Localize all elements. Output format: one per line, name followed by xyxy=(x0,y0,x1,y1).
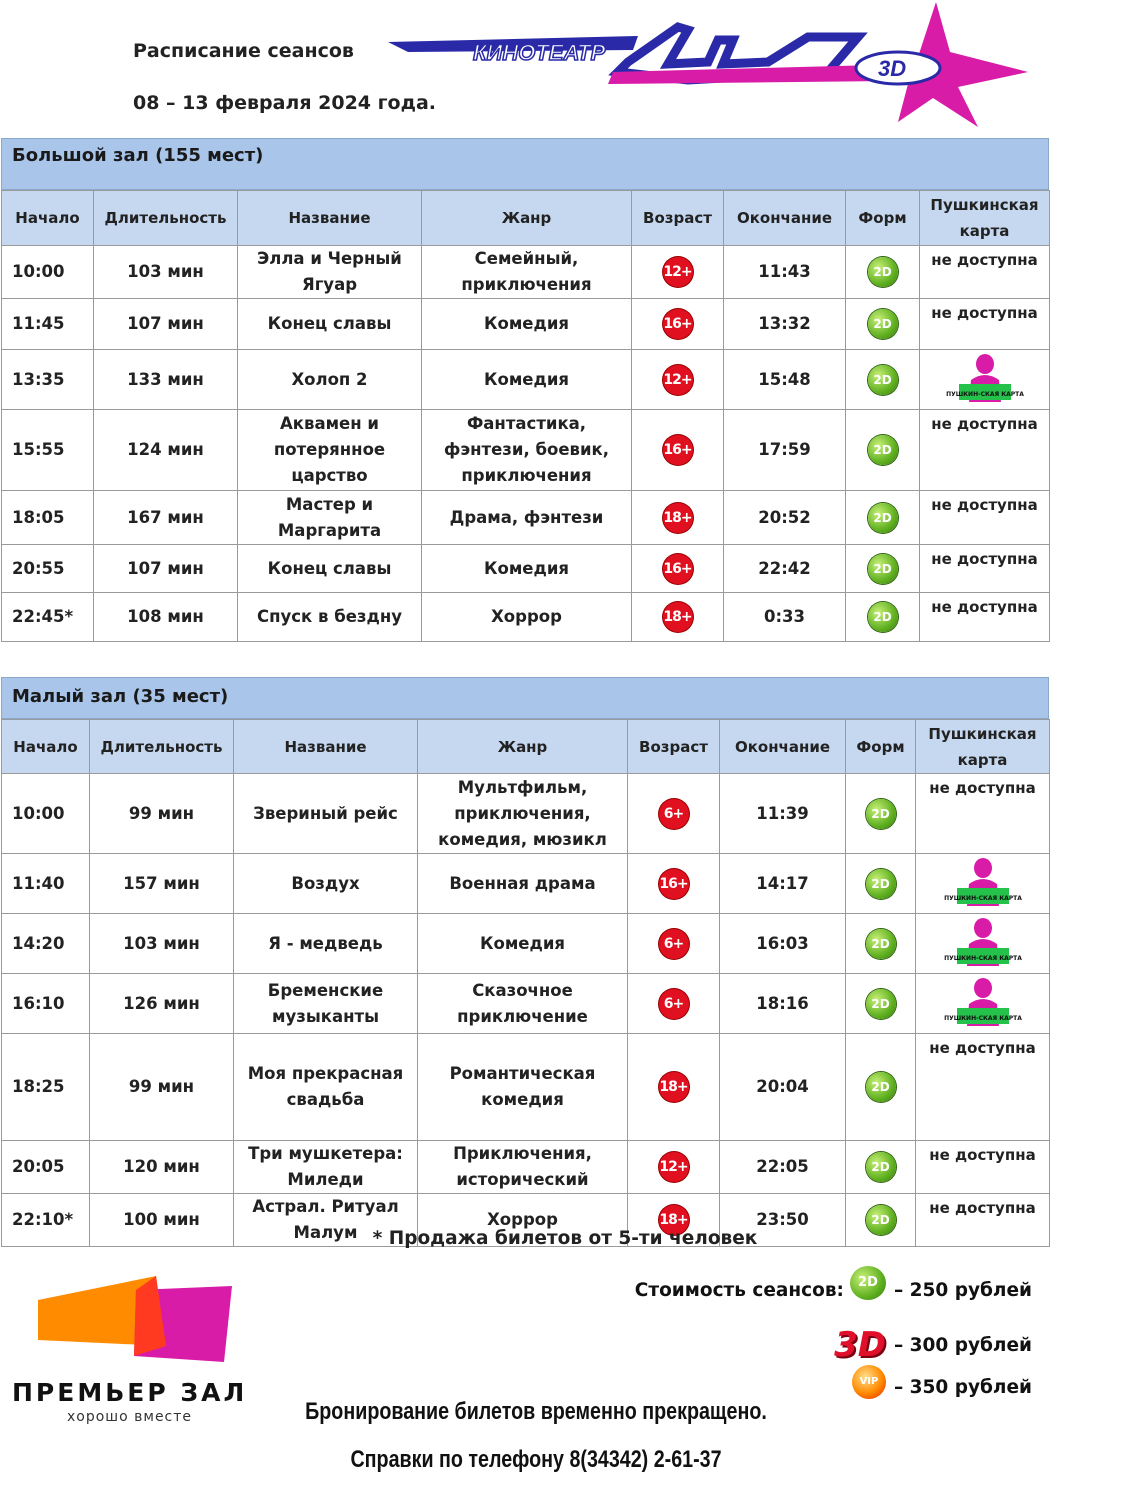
start-time: 18:25 xyxy=(2,1034,90,1141)
genre: Комедия xyxy=(422,350,632,410)
format-2d-icon: 2D xyxy=(866,1205,896,1235)
genre: Комедия xyxy=(422,299,632,350)
format-2d-icon: 2D xyxy=(868,365,898,395)
col-duration: Длительность xyxy=(94,191,238,246)
col-start: Начало xyxy=(2,720,90,774)
price-row-3d xyxy=(834,1325,1032,1365)
end-time: 22:42 xyxy=(724,545,846,593)
premier-zal-name: ПРЕМЬЕР ЗАЛ xyxy=(12,1378,248,1407)
pushkin-card-status: не доступна xyxy=(920,299,1050,350)
format-2d-icon: 2D xyxy=(868,257,898,287)
genre: Драма, фэнтези xyxy=(422,491,632,545)
pushkin-card-status: не доступна xyxy=(920,593,1050,642)
schedule-dates: 08 – 13 февраля 2024 года. xyxy=(133,92,436,114)
price-2d: – 250 рублей xyxy=(893,1280,1032,1301)
col-name: Название xyxy=(234,720,418,774)
end-time: 14:17 xyxy=(720,854,846,914)
movie-name: Спуск в бездну xyxy=(238,593,422,642)
table-row xyxy=(2,299,1050,350)
age-rating-badge: 18+ xyxy=(663,602,693,632)
pushkin-card-cell xyxy=(916,854,1050,914)
schedule-title: Расписание сеансов xyxy=(133,40,354,62)
movie-name: Я - медведь xyxy=(234,914,418,974)
price-3d: – 300 рублей xyxy=(893,1334,1032,1356)
duration: 107 мин xyxy=(94,299,238,350)
age-cell xyxy=(632,410,724,491)
age-rating-badge: 18+ xyxy=(659,1205,689,1235)
format-cell xyxy=(846,410,920,491)
movie-name: Три мушкетера: Миледи xyxy=(234,1141,418,1194)
pushkin-card-cell xyxy=(920,350,1050,410)
pushkin-card-status: не доступна xyxy=(916,1194,1050,1247)
age-rating-badge: 12+ xyxy=(663,365,693,395)
table-row xyxy=(2,854,1050,914)
format-cell xyxy=(846,593,920,642)
age-rating-badge: 16+ xyxy=(663,309,693,339)
genre: Хоррор xyxy=(418,1194,628,1247)
genre: Комедия xyxy=(418,914,628,974)
duration: 157 мин xyxy=(90,854,234,914)
price-row-vip xyxy=(852,1375,1032,1399)
logo-luch-text: Луч xyxy=(718,112,720,113)
format-2d-icon: 2D xyxy=(866,1072,896,1102)
genre: Семейный, приключения xyxy=(422,246,632,299)
age-cell xyxy=(628,914,720,974)
start-time: 20:05 xyxy=(2,1141,90,1194)
format-cell xyxy=(846,350,920,410)
format-2d-icon: 2D xyxy=(868,435,898,465)
table-row xyxy=(2,593,1050,642)
age-cell xyxy=(632,491,724,545)
pushkin-card-status: не доступна xyxy=(920,246,1050,299)
start-time: 22:45* xyxy=(2,593,94,642)
genre: Романтическая комедия xyxy=(418,1034,628,1141)
genre: Сказочное приключение xyxy=(418,974,628,1034)
kinoteatr-luch-logo xyxy=(388,2,1048,130)
format-cell xyxy=(846,914,916,974)
premier-zal-slogan: хорошо вместе xyxy=(67,1409,193,1425)
end-time: 11:39 xyxy=(720,774,846,854)
end-time: 0:33 xyxy=(724,593,846,642)
col-age: Возраст xyxy=(628,720,720,774)
duration: 103 мин xyxy=(94,246,238,299)
table-row xyxy=(2,491,1050,545)
start-time: 15:55 xyxy=(2,410,94,491)
age-rating-badge: 16+ xyxy=(659,869,689,899)
format-3d-icon: 3D xyxy=(834,1325,886,1365)
format-2d-icon: 2D xyxy=(866,929,896,959)
age-cell xyxy=(628,1141,720,1194)
movie-name: Конец славы xyxy=(238,299,422,350)
movie-name: Аквамен и потерянное царство xyxy=(238,410,422,491)
price-label: Стоимость сеансов: xyxy=(634,1280,844,1301)
age-rating-badge: 16+ xyxy=(663,435,693,465)
start-time: 11:45 xyxy=(2,299,94,350)
table-row xyxy=(2,974,1050,1034)
format-cell xyxy=(846,545,920,593)
pushkin-card-cell xyxy=(916,974,1050,1034)
end-time: 17:59 xyxy=(724,410,846,491)
pushkin-card-icon xyxy=(943,856,1022,906)
age-rating-badge: 6+ xyxy=(659,929,689,959)
pushkin-card-status: не доступна xyxy=(920,545,1050,593)
age-cell xyxy=(632,593,724,642)
premier-zal-logo xyxy=(38,1276,232,1362)
start-time: 10:00 xyxy=(2,246,94,299)
format-2d-icon: 2D xyxy=(850,1266,886,1300)
col-end: Окончание xyxy=(720,720,846,774)
age-cell xyxy=(632,246,724,299)
age-cell xyxy=(628,1034,720,1141)
hall-big-title: Большой зал (155 мест) xyxy=(1,138,1049,190)
pushkin-card-status: не доступна xyxy=(916,1034,1050,1141)
movie-name: Бременские музыканты xyxy=(234,974,418,1034)
age-rating-badge: 12+ xyxy=(659,1152,689,1182)
end-time: 23:50 xyxy=(720,1194,846,1247)
logo-3d-text: 3D xyxy=(878,56,907,81)
start-time: 13:35 xyxy=(2,350,94,410)
age-rating-badge: 18+ xyxy=(663,503,693,533)
start-time: 20:55 xyxy=(2,545,94,593)
col-genre: Жанр xyxy=(418,720,628,774)
format-2d-icon: 2D xyxy=(866,1152,896,1182)
genre: Военная драма xyxy=(418,854,628,914)
format-cell xyxy=(846,854,916,914)
hall-small-table xyxy=(1,719,1050,1247)
age-cell xyxy=(628,854,720,914)
pushkin-card-status: не доступна xyxy=(916,774,1050,854)
end-time: 20:52 xyxy=(724,491,846,545)
movie-name: Астрал. Ритуал Малум xyxy=(234,1194,418,1247)
pushkin-card-status: не доступна xyxy=(920,410,1050,491)
pushkin-card-logo-text: ПУШКИН-СКАЯ КАРТА xyxy=(943,955,1022,962)
start-time: 11:40 xyxy=(2,854,90,914)
age-cell xyxy=(632,350,724,410)
age-cell xyxy=(632,545,724,593)
pushkin-card-logo-text: ПУШКИН-СКАЯ КАРТА xyxy=(943,1015,1022,1022)
format-2d-icon: 2D xyxy=(866,989,896,1019)
hall-big-table xyxy=(1,190,1050,642)
hall-small xyxy=(1,677,1049,1247)
col-pushkin: Пушкинская карта xyxy=(916,720,1050,774)
format-2d-icon: 2D xyxy=(866,799,896,829)
hall-small-title: Малый зал (35 мест) xyxy=(1,677,1049,719)
col-name: Название xyxy=(238,191,422,246)
pushkin-card-logo-text: ПУШКИН-СКАЯ КАРТА xyxy=(945,391,1024,398)
format-2d-icon: 2D xyxy=(868,503,898,533)
movie-name: Мастер и Маргарита xyxy=(238,491,422,545)
duration: 167 мин xyxy=(94,491,238,545)
pushkin-card-cell xyxy=(916,914,1050,974)
start-time: 14:20 xyxy=(2,914,90,974)
end-time: 20:04 xyxy=(720,1034,846,1141)
col-age: Возраст xyxy=(632,191,724,246)
logo-kino-text: КИНОТЕАТР xyxy=(473,40,606,65)
genre: Комедия xyxy=(422,545,632,593)
format-2d-icon: 2D xyxy=(866,869,896,899)
pushkin-card-icon xyxy=(943,976,1022,1026)
duration: 103 мин xyxy=(90,914,234,974)
format-cell xyxy=(846,299,920,350)
start-time: 10:00 xyxy=(2,774,90,854)
movie-name: Моя прекрасная свадьба xyxy=(234,1034,418,1141)
end-time: 13:32 xyxy=(724,299,846,350)
table-row xyxy=(2,545,1050,593)
booking-notice: Бронирование билетов временно прекращено. xyxy=(305,1398,767,1425)
start-time: 22:10* xyxy=(2,1194,90,1247)
col-duration: Длительность xyxy=(90,720,234,774)
col-pushkin: Пушкинская карта xyxy=(920,191,1050,246)
duration: 108 мин xyxy=(94,593,238,642)
movie-name: Воздух xyxy=(234,854,418,914)
format-vip-icon: VIP xyxy=(852,1365,886,1399)
end-time: 11:43 xyxy=(724,246,846,299)
format-cell xyxy=(846,1141,916,1194)
table-row xyxy=(2,914,1050,974)
movie-name: Звериный рейс xyxy=(234,774,418,854)
duration: 133 мин xyxy=(94,350,238,410)
end-time: 22:05 xyxy=(720,1141,846,1194)
movie-name: Элла и Черный Ягуар xyxy=(238,246,422,299)
table-row xyxy=(2,774,1050,854)
format-cell xyxy=(846,246,920,299)
format-cell xyxy=(846,491,920,545)
age-rating-badge: 6+ xyxy=(659,799,689,829)
pushkin-card-icon xyxy=(945,352,1024,402)
genre: Приключения, исторический xyxy=(418,1141,628,1194)
group-sale-note: * Продажа билетов от 5-ти человек xyxy=(372,1228,758,1249)
table-row xyxy=(2,410,1050,491)
format-cell xyxy=(846,774,916,854)
col-genre: Жанр xyxy=(422,191,632,246)
end-time: 16:03 xyxy=(720,914,846,974)
age-rating-badge: 12+ xyxy=(663,257,693,287)
age-cell xyxy=(632,299,724,350)
genre: Мультфильм, приключения, комедия, мюзикл xyxy=(418,774,628,854)
col-start: Начало xyxy=(2,191,94,246)
duration: 126 мин xyxy=(90,974,234,1034)
price-row-2d xyxy=(634,1274,1032,1301)
start-time: 18:05 xyxy=(2,491,94,545)
duration: 107 мин xyxy=(94,545,238,593)
start-time: 16:10 xyxy=(2,974,90,1034)
format-cell xyxy=(846,1034,916,1141)
age-rating-badge: 18+ xyxy=(659,1072,689,1102)
duration: 99 мин xyxy=(90,774,234,854)
pushkin-card-status: не доступна xyxy=(916,1141,1050,1194)
duration: 99 мин xyxy=(90,1034,234,1141)
pushkin-card-icon xyxy=(943,916,1022,966)
age-cell xyxy=(628,774,720,854)
end-time: 18:16 xyxy=(720,974,846,1034)
table-row xyxy=(2,1141,1050,1194)
genre: Хоррор xyxy=(422,593,632,642)
pushkin-card-status: не доступна xyxy=(920,491,1050,545)
col-format: Форм xyxy=(846,191,920,246)
format-2d-icon: 2D xyxy=(868,554,898,584)
age-cell xyxy=(628,974,720,1034)
table-row xyxy=(2,350,1050,410)
genre: Фантастика, фэнтези, боевик, приключения xyxy=(422,410,632,491)
hall-big xyxy=(1,138,1049,642)
format-2d-icon: 2D xyxy=(868,309,898,339)
col-end: Окончание xyxy=(724,191,846,246)
format-cell xyxy=(846,974,916,1034)
table-row xyxy=(2,1034,1050,1141)
end-time: 15:48 xyxy=(724,350,846,410)
duration: 124 мин xyxy=(94,410,238,491)
pushkin-card-logo-text: ПУШКИН-СКАЯ КАРТА xyxy=(943,895,1022,902)
price-vip: – 350 рублей xyxy=(893,1376,1032,1398)
table-row xyxy=(2,246,1050,299)
col-format: Форм xyxy=(846,720,916,774)
age-rating-badge: 6+ xyxy=(659,989,689,1019)
movie-name: Холоп 2 xyxy=(238,350,422,410)
format-2d-icon: 2D xyxy=(868,602,898,632)
age-rating-badge: 16+ xyxy=(663,554,693,584)
duration: 120 мин xyxy=(90,1141,234,1194)
movie-name: Конец славы xyxy=(238,545,422,593)
duration: 100 мин xyxy=(90,1194,234,1247)
phone-info: Справки по телефону 8(34342) 2-61-37 xyxy=(350,1446,722,1473)
